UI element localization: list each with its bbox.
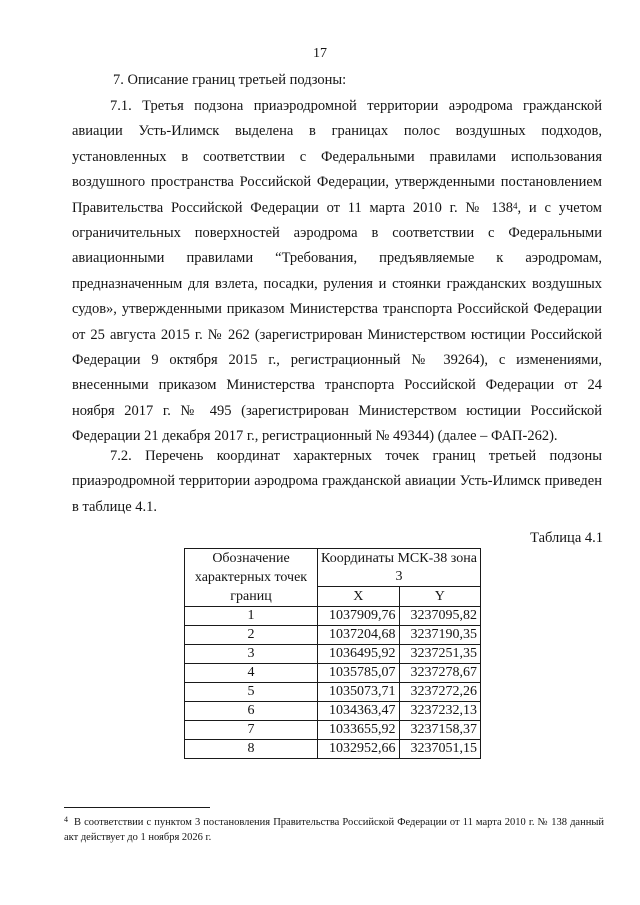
paragraph-7-1	[72, 94, 602, 450]
y-cell: 3237095,82	[399, 607, 481, 626]
coordinates-table	[184, 548, 481, 759]
table-row	[185, 740, 481, 759]
header-x: X	[318, 587, 400, 607]
footnote-divider	[64, 807, 210, 808]
table-row	[185, 721, 481, 740]
point-cell: 5	[185, 683, 318, 702]
y-cell: 3237232,13	[399, 702, 481, 721]
table-row	[185, 683, 481, 702]
y-cell: 3237278,67	[399, 664, 481, 683]
page-number: 17	[313, 46, 327, 61]
x-cell: 1035073,71	[318, 683, 400, 702]
point-cell: 4	[185, 664, 318, 683]
point-cell: 3	[185, 645, 318, 664]
x-cell: 1034363,47	[318, 702, 400, 721]
x-cell: 1032952,66	[318, 740, 400, 759]
footnote-reference[interactable]: 4	[512, 200, 518, 211]
y-cell: 3237051,15	[399, 740, 481, 759]
table-row	[185, 645, 481, 664]
table-row	[185, 664, 481, 683]
x-cell: 1033655,92	[318, 721, 400, 740]
y-cell: 3237190,35	[399, 626, 481, 645]
paragraph-7-2	[72, 444, 602, 520]
paragraph-7-2-text: 7.2. Перечень координат характерных точек границ третьей подзоны приаэродромной территории аэродрома гражданской авиации Усть-Илимск приведен в таблице 4.1.	[72, 448, 602, 515]
header-y: Y	[399, 587, 481, 607]
point-cell: 2	[185, 626, 318, 645]
header-point-name: Обозначение характерных точек границ	[185, 549, 318, 607]
y-cell: 3237272,26	[399, 683, 481, 702]
table-caption: Таблица 4.1	[530, 530, 603, 546]
table-header-row	[185, 549, 481, 587]
table-row	[185, 607, 481, 626]
point-cell: 6	[185, 702, 318, 721]
footnote-text: В соответствии с пунктом 3 постановления Правительства Российской Федерации от 11 марта 2010 г. № 138 данный акт действует до 1 ноября 2026 г.	[64, 817, 604, 843]
x-cell: 1036495,92	[318, 645, 400, 664]
table-row	[185, 702, 481, 721]
x-cell: 1035785,07	[318, 664, 400, 683]
paragraph-7-1-text-a: 7.1. Третья подзона приаэродромной территории аэродрома гражданской авиации Усть-Илимск выделена в границах полос воздушных подходов, установленных в соответствии с Федеральными правилами использования воздушного пространства Российской Федерации, утвержденными постановлением Правительства Российской Федерации от 11 марта 2010 г. № 138	[72, 98, 602, 216]
table-row	[185, 626, 481, 645]
paragraph-7-1-text-b: , и с учетом ограничительных поверхностей аэродрома в соответствии с Федеральными авиационными правилами “Требования, предъявляемые к аэродромам, предназначенным для взлета, посадки, руления и стоянки гражданских воздушных судов», утвержденными приказом Министерства транспорта Российской Федерации от 25 августа 2015 г. № 262 (зарегистрирован Министерством юстиции Российской Федерации 9 октября 2015 г., регистрационный № 39264), с изменениями, внесенными приказом Министерства транспорта Российской Федерации от 24 ноября 2017 г. № 495 (зарегистрирован Министерством юстиции Российской Федерации 21 декабря 2017 г., регистрационный № 49344) (далее – ФАП-262).	[72, 199, 602, 445]
section-heading: 7. Описание границ третьей подзоны:	[113, 72, 347, 88]
point-cell: 1	[185, 607, 318, 626]
y-cell: 3237158,37	[399, 721, 481, 740]
header-coordinates: Координаты МСК-38 зона 3	[318, 549, 481, 587]
y-cell: 3237251,35	[399, 645, 481, 664]
point-cell: 8	[185, 740, 318, 759]
point-cell: 7	[185, 721, 318, 740]
x-cell: 1037204,68	[318, 626, 400, 645]
footnote	[64, 815, 604, 845]
footnote-mark: 4	[64, 815, 68, 824]
x-cell: 1037909,76	[318, 607, 400, 626]
